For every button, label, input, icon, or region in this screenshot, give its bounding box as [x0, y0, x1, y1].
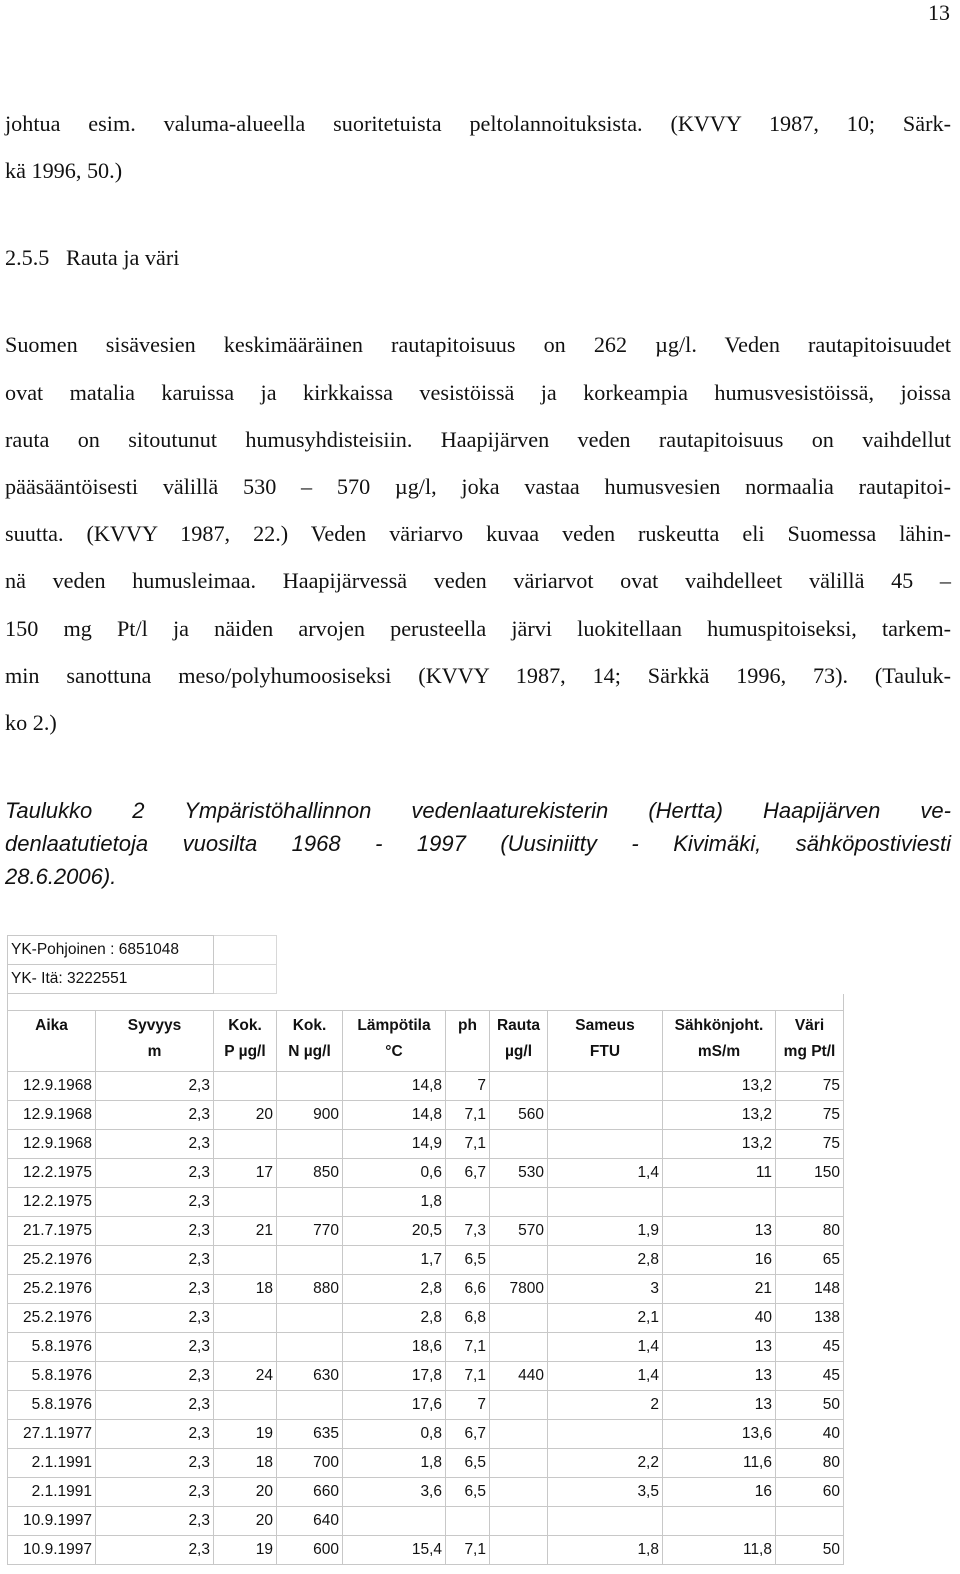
- table-cell: 770: [277, 1217, 343, 1246]
- table-cell: [548, 1101, 663, 1130]
- table-row: [8, 1449, 844, 1478]
- table-cell: 880: [277, 1275, 343, 1304]
- header-unit: FTU: [589, 1043, 621, 1060]
- table-cell: [490, 1449, 548, 1478]
- header-line: Aika: [35, 1017, 68, 1034]
- empty-cell: [776, 965, 844, 994]
- table-cell: 1,4: [548, 1362, 663, 1391]
- column-header: [96, 1011, 214, 1072]
- table-cell: [548, 1130, 663, 1159]
- table-cell: 21: [214, 1217, 277, 1246]
- table-row: [8, 1188, 844, 1217]
- text-line: rauta on sitoutunut humusyhdisteisiin. Haapijärven veden rautapitoisuus on vaihdellut: [5, 427, 951, 452]
- table-cell: 12.9.1968: [8, 1101, 96, 1130]
- table-cell: [214, 1072, 277, 1101]
- table-cell: [277, 1130, 343, 1159]
- water-quality-table: [7, 935, 844, 1565]
- table-cell: 16: [663, 1246, 776, 1275]
- empty-cell: [548, 965, 663, 994]
- text-line: johtua esim. valuma-alueella suoritetuista peltolannoituksista. (KVVY 1987, 10; Särk-: [5, 111, 951, 136]
- table-cell: 3,5: [548, 1478, 663, 1507]
- table-cell: 2,3: [96, 1188, 214, 1217]
- table-cell: 12.9.1968: [8, 1130, 96, 1159]
- empty-cell: [548, 936, 663, 965]
- table-cell: 2,3: [96, 1420, 214, 1449]
- table-cell: [490, 1507, 548, 1536]
- text-line: nä veden humusleimaa. Haapijärvessä veden väriarvot ovat vaihdelleet välillä 45 –: [5, 568, 951, 593]
- table-cell: 75: [776, 1072, 844, 1101]
- table-row: [8, 1536, 844, 1565]
- table-cell: [214, 1246, 277, 1275]
- table-cell: 2.1.1991: [8, 1478, 96, 1507]
- table-cell: 2,8: [548, 1246, 663, 1275]
- table-cell: 13: [663, 1391, 776, 1420]
- table-cell: 7,3: [446, 1217, 490, 1246]
- table-cell: [776, 1507, 844, 1536]
- table-cell: 1,4: [548, 1159, 663, 1188]
- empty-cell: [343, 994, 446, 1011]
- table-cell: 1,7: [343, 1246, 446, 1275]
- column-header: [214, 1011, 277, 1072]
- text-line: ko 2.): [5, 710, 57, 735]
- table-cell: 18,6: [343, 1333, 446, 1362]
- table-cell: 560: [490, 1101, 548, 1130]
- column-header: [776, 1011, 844, 1072]
- table-cell: [548, 1072, 663, 1101]
- empty-cell: [663, 965, 776, 994]
- table-cell: 50: [776, 1536, 844, 1565]
- table-cell: 13: [663, 1217, 776, 1246]
- caption-line: Taulukko 2 Ympäristöhallinnon vedenlaaturekisterin (Hertta) Haapijärven ve-: [5, 798, 951, 823]
- table-cell: 0,6: [343, 1159, 446, 1188]
- coordinate-label: YK-Pohjoinen : 6851048: [8, 936, 214, 965]
- table-cell: 440: [490, 1362, 548, 1391]
- table-cell: 75: [776, 1101, 844, 1130]
- table-cell: 2,1: [548, 1304, 663, 1333]
- header-line: Väri: [794, 1017, 825, 1034]
- water-quality-table-wrap: [7, 935, 844, 1565]
- header-line: ph: [458, 1017, 477, 1034]
- header-line: Sähkönjoht.: [674, 1017, 764, 1034]
- table-header-row: [8, 1011, 844, 1072]
- column-header: [8, 1011, 96, 1072]
- header-line: Sameus: [575, 1017, 635, 1034]
- text-line: 150 mg Pt/l ja näiden arvojen perusteella järvi luokitellaan humuspitoiseksi, tarkem-: [5, 616, 951, 641]
- table-cell: 16: [663, 1478, 776, 1507]
- table-cell: [214, 1188, 277, 1217]
- table-cell: [277, 1246, 343, 1275]
- table-cell: 27.1.1977: [8, 1420, 96, 1449]
- empty-cell: [96, 994, 214, 1011]
- table-cell: 900: [277, 1101, 343, 1130]
- table-cell: 1,8: [343, 1449, 446, 1478]
- table-cell: 5.8.1976: [8, 1362, 96, 1391]
- table-cell: [277, 1304, 343, 1333]
- table-row: [8, 1304, 844, 1333]
- table-cell: 7,1: [446, 1130, 490, 1159]
- table-cell: 15,4: [343, 1536, 446, 1565]
- empty-cell: [343, 936, 446, 965]
- text-line: Suomen sisävesien keskimääräinen rautapitoisuus on 262 µg/l. Veden rautapitoisuudet: [5, 332, 951, 357]
- empty-cell: [490, 994, 548, 1011]
- table-row: [8, 1101, 844, 1130]
- table-cell: [490, 1188, 548, 1217]
- table-cell: [490, 1246, 548, 1275]
- table-cell: 20: [214, 1478, 277, 1507]
- table-row: [8, 1159, 844, 1188]
- page-number: 13: [928, 0, 950, 25]
- table-cell: 6,5: [446, 1246, 490, 1275]
- text-line: min sanottuna meso/polyhumoosiseksi (KVVY 1987, 14; Särkkä 1996, 73). (Tauluk-: [5, 663, 951, 688]
- section-heading: 2.5.5 Rauta ja väri: [5, 245, 180, 270]
- table-cell: 45: [776, 1333, 844, 1362]
- header-unit: °C: [385, 1043, 403, 1060]
- empty-cell: [277, 994, 343, 1011]
- table-cell: 11: [663, 1159, 776, 1188]
- table-row: [8, 1362, 844, 1391]
- table-cell: 150: [776, 1159, 844, 1188]
- table-cell: 20: [214, 1507, 277, 1536]
- table-cell: 19: [214, 1536, 277, 1565]
- table-cell: 45: [776, 1362, 844, 1391]
- table-cell: 80: [776, 1217, 844, 1246]
- table-cell: 700: [277, 1449, 343, 1478]
- table-cell: 2,3: [96, 1217, 214, 1246]
- table-cell: 17,6: [343, 1391, 446, 1420]
- table-cell: 2,3: [96, 1333, 214, 1362]
- table-cell: [548, 1420, 663, 1449]
- table-cell: 14,8: [343, 1101, 446, 1130]
- table-cell: 6,8: [446, 1304, 490, 1333]
- table-cell: 5.8.1976: [8, 1391, 96, 1420]
- empty-cell: [446, 936, 490, 965]
- table-row: [8, 1333, 844, 1362]
- empty-cell: [776, 936, 844, 965]
- column-header: [277, 1011, 343, 1072]
- table-cell: 635: [277, 1420, 343, 1449]
- table-cell: 850: [277, 1159, 343, 1188]
- empty-cell: [214, 936, 277, 965]
- table-meta-row: [8, 965, 844, 994]
- table-cell: 13,6: [663, 1420, 776, 1449]
- table-cell: [277, 1333, 343, 1362]
- table-cell: 2: [548, 1391, 663, 1420]
- table-cell: 530: [490, 1159, 548, 1188]
- table-cell: 7,1: [446, 1536, 490, 1565]
- table-cell: 24: [214, 1362, 277, 1391]
- table-row: [8, 1420, 844, 1449]
- table-cell: 19: [214, 1420, 277, 1449]
- table-cell: 1,4: [548, 1333, 663, 1362]
- header-unit: µg/l: [504, 1043, 532, 1060]
- empty-cell: [663, 994, 776, 1011]
- table-cell: [446, 1507, 490, 1536]
- table-cell: [490, 1420, 548, 1449]
- table-cell: 25.2.1976: [8, 1275, 96, 1304]
- table-cell: 2,3: [96, 1159, 214, 1188]
- header-line: Lämpötila: [357, 1017, 431, 1034]
- table-spacer-row: [8, 994, 844, 1011]
- empty-cell: [214, 994, 277, 1011]
- table-cell: 10.9.1997: [8, 1507, 96, 1536]
- table-cell: 13,2: [663, 1130, 776, 1159]
- table-cell: [548, 1188, 663, 1217]
- header-line: Kok.: [292, 1017, 327, 1034]
- table-cell: [490, 1391, 548, 1420]
- table-cell: 20: [214, 1101, 277, 1130]
- column-header: [446, 1011, 490, 1072]
- header-line: Kok.: [228, 1017, 262, 1034]
- table-cell: 2,3: [96, 1478, 214, 1507]
- table-cell: [446, 1188, 490, 1217]
- text-line: ovat matalia karuissa ja kirkkaissa vesistöissä ja korkeampia humusvesistöissä, joissa: [5, 380, 951, 405]
- table-row: [8, 1217, 844, 1246]
- table-cell: 2,3: [96, 1130, 214, 1159]
- table-cell: 17,8: [343, 1362, 446, 1391]
- empty-cell: [490, 936, 548, 965]
- table-meta-row: [8, 936, 844, 965]
- table-cell: 50: [776, 1391, 844, 1420]
- header-line: Syvyys: [127, 1017, 182, 1034]
- table-cell: 7: [446, 1391, 490, 1420]
- text-line: suutta. (KVVY 1987, 22.) Veden väriarvo kuvaa veden ruskeutta eli Suomessa lähin-: [5, 521, 951, 546]
- table-cell: [277, 1188, 343, 1217]
- table-cell: 2,2: [548, 1449, 663, 1478]
- empty-cell: [8, 994, 96, 1011]
- empty-cell: [776, 994, 844, 1011]
- table-cell: 12.2.1975: [8, 1188, 96, 1217]
- table-cell: 1,9: [548, 1217, 663, 1246]
- table-row: [8, 1478, 844, 1507]
- table-cell: 7800: [490, 1275, 548, 1304]
- table-cell: [663, 1507, 776, 1536]
- empty-cell: [277, 965, 343, 994]
- table-cell: [490, 1536, 548, 1565]
- table-row: [8, 1507, 844, 1536]
- column-header: [548, 1011, 663, 1072]
- table-cell: 80: [776, 1449, 844, 1478]
- table-cell: 13,2: [663, 1072, 776, 1101]
- table-cell: 1,8: [343, 1188, 446, 1217]
- table-cell: 14,9: [343, 1130, 446, 1159]
- table-cell: 570: [490, 1217, 548, 1246]
- table-cell: 2,3: [96, 1536, 214, 1565]
- table-cell: [343, 1507, 446, 1536]
- table-cell: 640: [277, 1507, 343, 1536]
- table-cell: 6,7: [446, 1159, 490, 1188]
- table-cell: 2,8: [343, 1275, 446, 1304]
- table-cell: [548, 1507, 663, 1536]
- table-cell: 6,5: [446, 1478, 490, 1507]
- table-cell: 7,1: [446, 1101, 490, 1130]
- table-row: [8, 1130, 844, 1159]
- table-cell: [490, 1130, 548, 1159]
- table-cell: [277, 1391, 343, 1420]
- table-row: [8, 1275, 844, 1304]
- table-cell: 0,8: [343, 1420, 446, 1449]
- caption-line: denlaatutietoja vuosilta 1968 - 1997 (Uusiniitty - Kivimäki, sähköpostiviesti: [5, 831, 951, 856]
- text-line: kä 1996, 50.): [5, 158, 123, 183]
- header-unit: m: [147, 1043, 162, 1060]
- table-cell: [776, 1188, 844, 1217]
- table-cell: 2,3: [96, 1362, 214, 1391]
- table-cell: 7,1: [446, 1333, 490, 1362]
- column-header: [663, 1011, 776, 1072]
- table-row: [8, 1072, 844, 1101]
- table-cell: [490, 1333, 548, 1362]
- table-cell: 18: [214, 1449, 277, 1478]
- table-cell: 2,3: [96, 1449, 214, 1478]
- table-cell: 2,8: [343, 1304, 446, 1333]
- table-cell: 6,7: [446, 1420, 490, 1449]
- table-cell: 14,8: [343, 1072, 446, 1101]
- table-cell: 2,3: [96, 1101, 214, 1130]
- table-cell: 25.2.1976: [8, 1304, 96, 1333]
- table-cell: 2,3: [96, 1072, 214, 1101]
- table-cell: [214, 1391, 277, 1420]
- empty-cell: [214, 965, 277, 994]
- table-cell: 1,8: [548, 1536, 663, 1565]
- table-cell: 2.1.1991: [8, 1449, 96, 1478]
- table-cell: 7,1: [446, 1362, 490, 1391]
- empty-cell: [548, 994, 663, 1011]
- table-cell: 20,5: [343, 1217, 446, 1246]
- table-cell: 5.8.1976: [8, 1333, 96, 1362]
- table-cell: 2,3: [96, 1507, 214, 1536]
- table-cell: 13: [663, 1362, 776, 1391]
- empty-cell: [446, 994, 490, 1011]
- empty-cell: [343, 965, 446, 994]
- empty-cell: [446, 965, 490, 994]
- table-cell: 2,3: [96, 1304, 214, 1333]
- table-cell: 3: [548, 1275, 663, 1304]
- table-cell: [277, 1072, 343, 1101]
- table-cell: [663, 1188, 776, 1217]
- table-cell: 21.7.1975: [8, 1217, 96, 1246]
- table-row: [8, 1391, 844, 1420]
- table-cell: 11,6: [663, 1449, 776, 1478]
- table-cell: 18: [214, 1275, 277, 1304]
- table-cell: 2,3: [96, 1246, 214, 1275]
- caption-line: 28.6.2006).: [5, 864, 117, 889]
- table-cell: 17: [214, 1159, 277, 1188]
- table-cell: [214, 1304, 277, 1333]
- table-cell: [214, 1130, 277, 1159]
- table-cell: 40: [776, 1420, 844, 1449]
- table-cell: 11,8: [663, 1536, 776, 1565]
- column-header: [490, 1011, 548, 1072]
- table-cell: 10.9.1997: [8, 1536, 96, 1565]
- table-cell: 2,3: [96, 1391, 214, 1420]
- table-cell: 600: [277, 1536, 343, 1565]
- header-line: Rauta: [496, 1017, 541, 1034]
- header-unit: P µg/l: [224, 1043, 266, 1060]
- coordinate-label: YK- Itä: 3222551: [8, 965, 214, 994]
- table-cell: 12.2.1975: [8, 1159, 96, 1188]
- table-cell: 6,6: [446, 1275, 490, 1304]
- table-cell: 25.2.1976: [8, 1246, 96, 1275]
- table-cell: 630: [277, 1362, 343, 1391]
- header-unit: mg Pt/l: [783, 1043, 836, 1060]
- table-row: [8, 1246, 844, 1275]
- table-cell: 65: [776, 1246, 844, 1275]
- table-cell: 148: [776, 1275, 844, 1304]
- header-unit: mS/m: [697, 1043, 741, 1060]
- table-cell: 3,6: [343, 1478, 446, 1507]
- table-cell: 138: [776, 1304, 844, 1333]
- empty-cell: [663, 936, 776, 965]
- table-cell: 7: [446, 1072, 490, 1101]
- table-cell: 13: [663, 1333, 776, 1362]
- text-line: pääsääntöisesti välillä 530 – 570 µg/l, joka vastaa humusvesien normaalia rautapitoi-: [5, 474, 951, 499]
- header-unit: N µg/l: [288, 1043, 331, 1060]
- table-cell: 60: [776, 1478, 844, 1507]
- column-header: [343, 1011, 446, 1072]
- table-cell: [490, 1304, 548, 1333]
- table-cell: 13,2: [663, 1101, 776, 1130]
- table-cell: [214, 1333, 277, 1362]
- table-cell: 40: [663, 1304, 776, 1333]
- table-cell: 75: [776, 1130, 844, 1159]
- table-cell: 6,5: [446, 1449, 490, 1478]
- table-cell: 660: [277, 1478, 343, 1507]
- table-cell: 21: [663, 1275, 776, 1304]
- empty-cell: [490, 965, 548, 994]
- table-cell: [490, 1478, 548, 1507]
- table-cell: 12.9.1968: [8, 1072, 96, 1101]
- table-cell: 2,3: [96, 1275, 214, 1304]
- table-cell: [490, 1072, 548, 1101]
- empty-cell: [277, 936, 343, 965]
